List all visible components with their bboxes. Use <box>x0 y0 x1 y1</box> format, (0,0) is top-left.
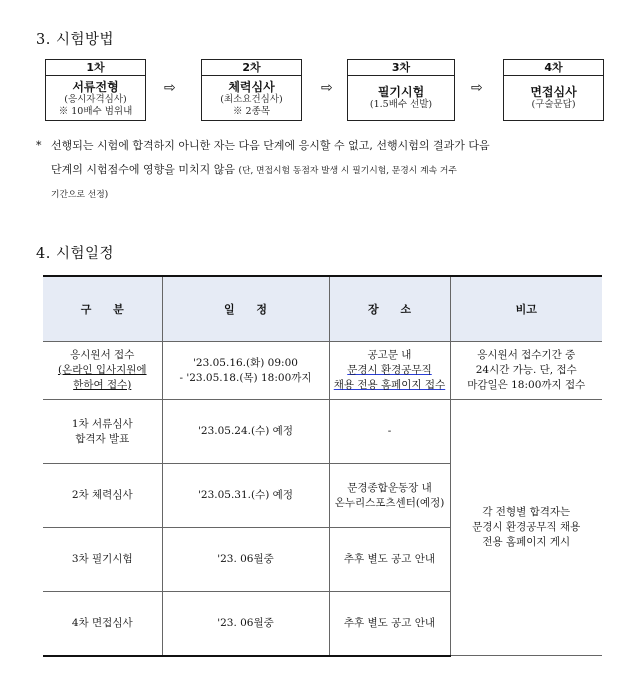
cell-text: 합격자 발표 <box>75 432 130 445</box>
row-fitness-place <box>329 464 450 528</box>
cell-text: 온누리스포츠센터(예정) <box>334 496 445 509</box>
step-1-sub-note: ※ 10배수 범위내 <box>58 106 133 117</box>
note-line-2-paren: (단, 면접시험 동점자 발생 시 필기시험, 문경시 계속 거주 <box>238 166 457 176</box>
step-3-box <box>347 59 455 121</box>
cell-text: 응시원서 접수 <box>70 349 135 361</box>
row-fitness-date: '23.05.31.(수) 예정 <box>162 464 329 528</box>
note-line-3: 기간으로 선정) <box>51 190 109 200</box>
row-document-place: - <box>329 400 450 464</box>
homepage-link[interactable]: 문경시 환경공무직 <box>347 364 432 376</box>
cell-text: 공고문 내 <box>367 349 412 361</box>
header-category: 구 분 <box>43 276 162 342</box>
schedule-table <box>43 275 602 657</box>
row-document-category <box>43 400 162 464</box>
step-4-sub: (구술문답) <box>531 99 576 110</box>
step-2-name: 체력심사 <box>228 80 275 94</box>
arrow-right-icon: ⇨ <box>321 80 333 96</box>
cell-text: 문경시 환경공무직 채용 <box>472 521 581 533</box>
cell-text: 응시원서 접수기간 중 <box>477 349 576 361</box>
row-written-place: 추후 별도 공고 안내 <box>329 528 450 592</box>
arrow-right-icon: ⇨ <box>471 80 483 96</box>
cell-text: (온라인 입사지원에 <box>57 364 147 376</box>
step-3-sub: (1.5배수 선발) <box>369 99 433 110</box>
arrow-right-icon: ⇨ <box>164 80 176 96</box>
row-application-place <box>329 342 450 400</box>
step-3-name: 필기시험 <box>377 85 425 99</box>
cell-text: - '23.05.18.(목) 18:00까지 <box>179 371 312 384</box>
header-place: 장 소 <box>329 276 450 342</box>
row-interview-date: '23. 06월중 <box>162 592 329 656</box>
cell-text: 문경종합운동장 내 <box>347 481 432 494</box>
note-line-2 <box>51 158 616 183</box>
step-2-number: 2차 <box>202 60 301 76</box>
cell-text: 마감일은 18:00까지 접수 <box>467 379 586 391</box>
header-schedule: 일 정 <box>162 276 329 342</box>
row-application-category <box>43 342 162 400</box>
step-4-number: 4차 <box>504 60 603 76</box>
cell-text: 1차 서류심사 <box>71 417 133 430</box>
cell-text: 한하여 접수) <box>73 379 132 391</box>
section4-title: 4. 시험일정 <box>36 246 114 262</box>
section3-title: 3. 시험방법 <box>36 32 114 48</box>
note-asterisk: * <box>36 139 42 152</box>
row-written-category: 3차 필기시험 <box>43 528 162 592</box>
row-interview-category: 4차 면접심사 <box>43 592 162 656</box>
row-written-date: '23. 06월중 <box>162 528 329 592</box>
cell-text: '23.05.16.(화) 09:00 <box>193 356 298 369</box>
step-2-sub-note: ※ 2종목 <box>233 106 270 117</box>
table-header-row <box>43 276 602 342</box>
row-document-date: '23.05.24.(수) 예정 <box>162 400 329 464</box>
note-line-2-main: 단계의 시험점수에 영향을 미치지 않음 <box>51 163 236 176</box>
step-1-name: 서류전형 <box>72 80 119 94</box>
cell-text: 전용 홈페이지 게시 <box>482 536 571 548</box>
cell-text: 24시간 가능. 단, 접수 <box>475 364 577 376</box>
header-remarks: 비고 <box>450 276 602 342</box>
row-application-note <box>450 342 602 400</box>
note-line-1: 선행되는 시험에 합격하지 아니한 자는 다음 단계에 응시할 수 없고, 선행시험의 결과가 다음 <box>51 139 490 152</box>
step-1-box <box>45 59 146 121</box>
merged-remarks <box>450 400 602 656</box>
cell-text: 각 전형별 합격자는 <box>482 506 571 518</box>
table-row <box>43 342 602 400</box>
step-1-number: 1차 <box>46 60 145 76</box>
step-4-name: 면접심사 <box>530 85 577 99</box>
row-interview-place: 추후 별도 공고 안내 <box>329 592 450 656</box>
step-4-box <box>503 59 604 121</box>
step-2-sub: (최소요건심사) <box>220 94 283 105</box>
table-row <box>43 400 602 464</box>
step-3-number: 3차 <box>348 60 454 76</box>
selection-note <box>36 134 616 207</box>
homepage-link[interactable]: 채용 전용 홈페이지 접수 <box>333 379 446 391</box>
step-1-sub: (응시자격심사) <box>64 94 127 105</box>
row-application-date <box>162 342 329 400</box>
step-2-box <box>201 59 302 121</box>
row-fitness-category: 2차 체력심사 <box>43 464 162 528</box>
